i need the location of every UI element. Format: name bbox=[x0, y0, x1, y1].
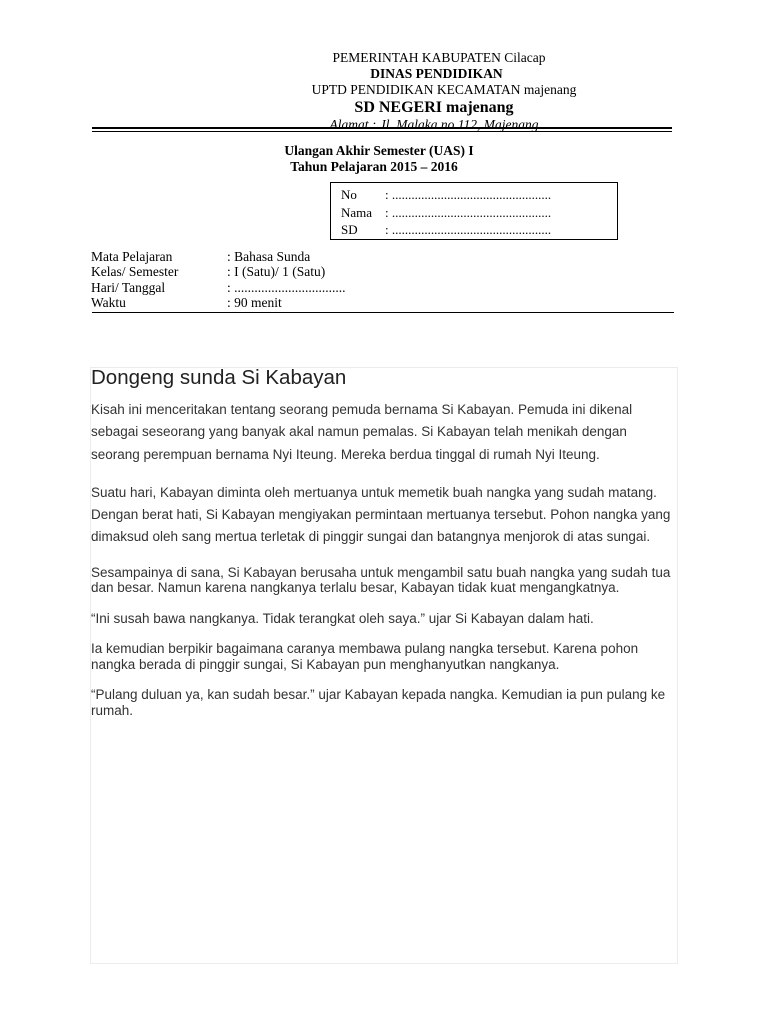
school-header bbox=[0, 50, 768, 133]
story-title: Dongeng sunda Si Kabayan bbox=[91, 366, 347, 389]
id-value: : ................................................. bbox=[385, 204, 552, 220]
exam-info bbox=[91, 249, 346, 310]
id-label: No bbox=[341, 187, 357, 202]
id-row-nama bbox=[341, 204, 617, 222]
exam-title: Ulangan Akhir Semester (UAS) I bbox=[284, 143, 474, 158]
info-value: : 90 menit bbox=[227, 294, 282, 310]
id-row-sd bbox=[341, 221, 617, 239]
info-value: : ................................. bbox=[227, 279, 346, 295]
header-school-name: SD NEGERI majenang bbox=[354, 99, 514, 116]
info-value: : Bahasa Sunda bbox=[227, 249, 311, 264]
info-row-date bbox=[91, 280, 346, 295]
exam-year: Tahun Pelajaran 2015 – 2016 bbox=[290, 159, 458, 174]
info-value: : I (Satu)/ 1 (Satu) bbox=[227, 264, 326, 280]
header-address: Alamat : Jl. Malaka no 112, Majenang bbox=[329, 117, 539, 132]
story-paragraph: “Ini susah bawa nangkanya. Tidak terangkat oleh saya.” ujar Si Kabayan dalam hati. bbox=[91, 610, 594, 626]
story bbox=[91, 364, 671, 733]
info-label: Hari/ Tanggal bbox=[91, 279, 166, 295]
student-id-box bbox=[330, 182, 618, 240]
header-district: UPTD PENDIDIKAN KECAMATAN majenang bbox=[311, 82, 577, 97]
info-divider bbox=[92, 312, 674, 313]
header-government: PEMERINTAH KABUPATEN Cilacap bbox=[332, 50, 546, 65]
info-label: Mata Pelajaran bbox=[91, 249, 173, 264]
header-divider-thin bbox=[92, 131, 672, 132]
info-row-subject bbox=[91, 249, 346, 264]
id-label: SD bbox=[341, 222, 358, 237]
id-value: : ................................................. bbox=[385, 222, 552, 237]
exam-heading bbox=[0, 143, 768, 175]
header-divider-thick bbox=[92, 127, 672, 129]
info-row-class bbox=[91, 264, 346, 279]
id-label: Nama bbox=[341, 204, 373, 220]
info-row-time bbox=[91, 295, 346, 310]
id-value: : ................................................. bbox=[385, 187, 552, 202]
info-label: Kelas/ Semester bbox=[91, 264, 179, 280]
info-label: Waktu bbox=[91, 294, 126, 310]
header-department: DINAS PENDIDIKAN bbox=[370, 66, 503, 81]
id-row-no bbox=[341, 186, 617, 204]
story-paragraph: Sesampainya di sana, Si Kabayan berusaha untuk mengambil satu buah nangka yang sudah tua dan besar. Namun karena nangkanya terlalu besar, Kabayan tidak kuat mengangkatnya. bbox=[91, 564, 671, 596]
story-paragraph: “Pulang duluan ya, kan sudah besar.” ujar Kabayan kepada nangka. Kemudian ia pun pulang ke rumah. bbox=[91, 687, 666, 718]
story-paragraph: Ia kemudian berpikir bagaimana caranya membawa pulang nangka tersebut. Karena pohon nangka berada di pinggir sungai, Si Kabayan pun menghanyutkan nangkanya. bbox=[91, 641, 639, 672]
story-paragraph: Kisah ini menceritakan tentang seorang pemuda bernama Si Kabayan. Pemuda ini dikenal sebagai seseorang yang banyak akal namun pemalas. Si Kabayan telah menikah dengan seorang perempuan bernama Nyi Iteung. Mereka berdua tinggal di rumah Nyi Iteung. bbox=[91, 402, 633, 462]
story-paragraph: Suatu hari, Kabayan diminta oleh mertuanya untuk memetik buah nangka yang sudah matang. Dengan berat hati, Si Kabayan mengiyakan permintaan mertuanya tersebut. Pohon nangka yang dimaksud oleh sang mertua terletak di pinggir sungai dan batangnya menjorok di atas sungai. bbox=[91, 484, 671, 545]
